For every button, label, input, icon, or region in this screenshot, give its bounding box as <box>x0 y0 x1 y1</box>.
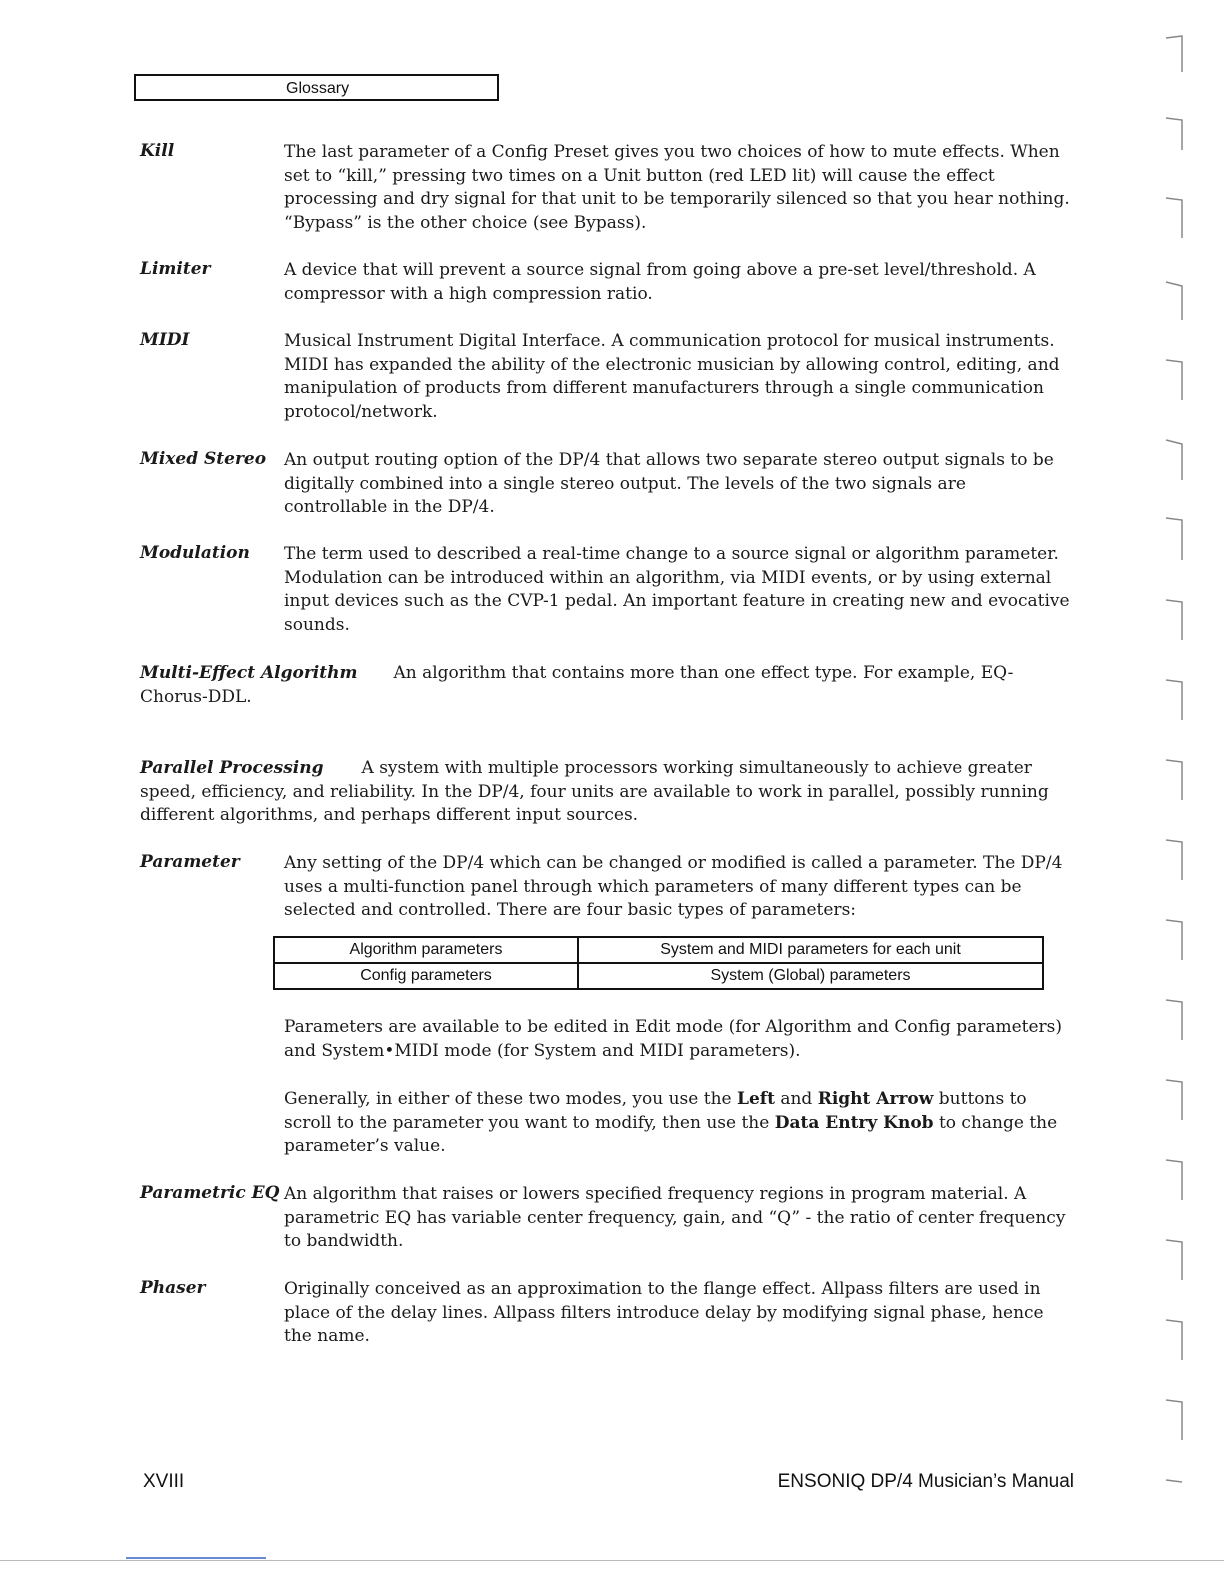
entry-multi-effect-algorithm <box>140 662 1074 709</box>
table-cell: Config parameters <box>274 963 578 989</box>
table-cell: System and MIDI parameters for each unit <box>578 937 1043 963</box>
note-text: and <box>774 1089 818 1109</box>
definition-parametric-eq: An algorithm that raises or lowers specified frequency regions in program material. A parametric EQ has variable center frequency, gain, and “Q” - the ratio of center frequency to bandwidth. <box>284 1184 1066 1251</box>
definition-phaser: Originally conceived as an approximation to the flange effect. Allpass filters are used in place of the delay lines. Allpass filters introduce delay by modifying signal phase, hence the name. <box>284 1279 1044 1346</box>
term-parametric-eq: Parametric EQ <box>140 1183 280 1203</box>
term-limiter: Limiter <box>140 259 211 279</box>
page-edge-marks <box>1160 0 1190 1584</box>
manual-title: ENSONIQ DP/4 Musician’s Manual <box>777 1471 1074 1492</box>
term-mixed-stereo: Mixed Stereo <box>140 449 267 469</box>
note-bold-data-entry-knob: Data Entry Knob <box>774 1112 934 1133</box>
term-kill: Kill <box>140 141 175 161</box>
note-text: buttons to scroll to the parameter you want to modify, then use the <box>284 1089 1027 1133</box>
page-number: XVIII <box>143 1471 185 1492</box>
table-cell: System (Global) parameters <box>578 963 1043 989</box>
note-text: to change the parameter’s value. <box>284 1112 1058 1156</box>
parameter-note-1: Parameters are available to be edited in Edit mode (for Algorithm and Config parameters) and System•MIDI mode (for System and MIDI parameters). <box>284 1017 1063 1061</box>
definition-kill: The last parameter of a Config Preset gives you two choices of how to mute effects. When set to “kill,” pressing two times on a Unit button (red LED lit) will cause the effect processing and dry signal for that unit to be temporarily silenced so that you hear nothing. “Bypass” is the other choice (see Bypass). <box>284 142 1070 233</box>
table-cell: Algorithm parameters <box>274 937 578 963</box>
definition-parallel-processing: A system with multiple processors working simultaneously to achieve greater speed, efficiency, and reliability. In the DP/4, four units are available to work in parallel, possibly running different algorithms, and perhaps different input sources. <box>140 758 1049 825</box>
term-parameter: Parameter <box>140 852 240 872</box>
section-header-box <box>134 74 499 101</box>
parameter-note-2 <box>284 1088 1074 1159</box>
definition-limiter: A device that will prevent a source signal from going above a pre-set level/threshold. A compressor with a high compression ratio. <box>284 260 1036 304</box>
definition-mixed-stereo: An output routing option of the DP/4 that allows two separate stereo output signals to be digitally combined into a single stereo output. The levels of the two signals are controllable in the DP/4. <box>284 450 1054 517</box>
definition-parameter: Any setting of the DP/4 which can be changed or modified is called a parameter. The DP/4 uses a multi-function panel through which parameters of many different types can be selected and controlled. There are four basic types of parameters: <box>284 853 1063 920</box>
term-midi: MIDI <box>140 330 190 350</box>
table-row <box>274 937 1043 963</box>
term-multi-effect-algorithm: Multi-Effect Algorithm <box>140 663 358 683</box>
note-bold-left: Left <box>736 1089 775 1109</box>
page-bottom-rule <box>0 1560 1224 1561</box>
note-text: Generally, in either of these two modes, you use the <box>284 1089 737 1109</box>
parameter-types-table <box>273 936 1044 990</box>
term-parallel-processing: Parallel Processing <box>140 758 324 778</box>
term-phaser: Phaser <box>140 1278 206 1298</box>
entry-parallel-processing <box>140 757 1074 828</box>
term-modulation: Modulation <box>140 543 250 563</box>
note-bold-right-arrow: Right Arrow <box>817 1089 934 1109</box>
definition-multi-effect-algorithm: An algorithm that contains more than one effect type. For example, EQ-Chorus-DDL. <box>140 663 1014 707</box>
section-header-label: Glossary <box>286 80 350 97</box>
table-row <box>274 963 1043 989</box>
definition-modulation: The term used to described a real-time change to a source signal or algorithm parameter. Modulation can be introduced within an algorithm, via MIDI events, or by using external input devices such as the CVP-1 pedal. An important feature in creating new and evocative sounds. <box>284 544 1070 635</box>
page-bottom-accent <box>126 1557 266 1559</box>
definition-midi: Musical Instrument Digital Interface. A communication protocol for musical instruments. MIDI has expanded the ability of the electronic musician by allowing control, editing, and manipulation of products from different manufacturers through a single communication protocol/network. <box>284 331 1060 422</box>
